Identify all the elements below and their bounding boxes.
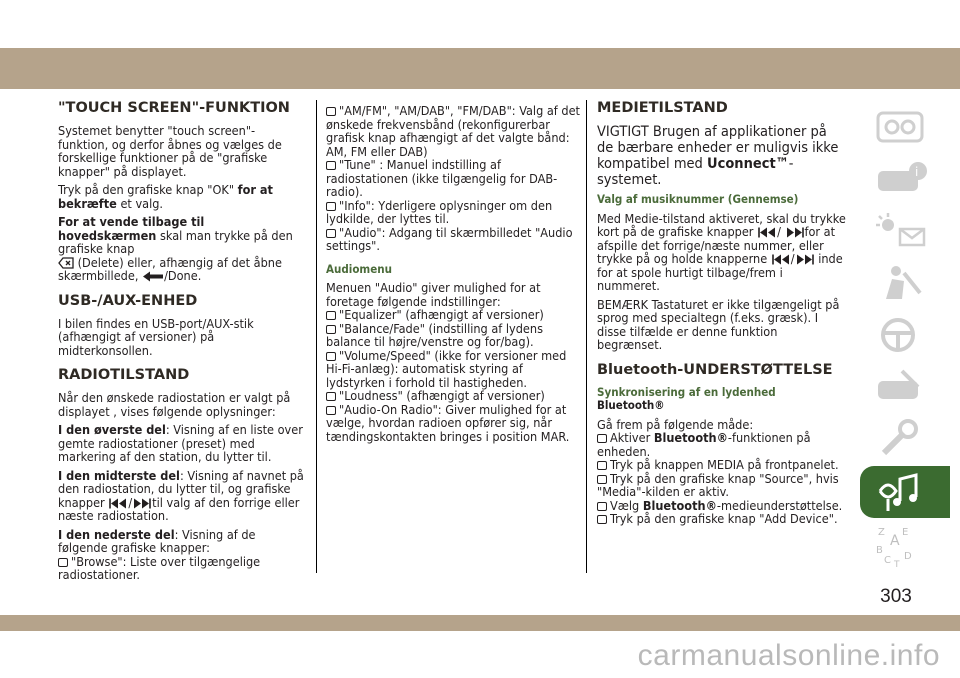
page-number: 303 [880,586,912,607]
list-item: Tryk på knappen MEDIA på frontpanelet. [597,458,846,472]
section-title-touch: "TOUCH SCREEN"-FUNKTION [58,100,290,116]
checkbox-bullet-icon [326,202,336,211]
checkbox-bullet-icon [597,502,607,511]
tab-emergency[interactable] [860,362,950,414]
svg-text:Z: Z [878,527,885,538]
tab-info[interactable] [860,154,950,206]
paragraph: Når den ønskede radiostation er valgt på displayet , vises følgende oplysninger: [58,390,291,419]
steering-wheel-icon [874,315,934,355]
paragraph: I bilen findes en USB-port/AUX-stik (afhængigt af versioner) på midterkonsollen. [58,315,254,358]
footer-band [0,615,960,631]
list-item: "AM/FM", "AM/DAB", "FM/DAB": Valg af det ønskede frekvensbånd (rekonfigurerbar grafisk knap afhængigt af det valgte bånd: AM, FM eller DAB) [326,103,580,159]
svg-text:C: C [884,555,891,566]
checkbox-bullet-icon [326,229,336,238]
checkbox-bullet-icon [326,406,336,415]
watermark-text: carmanualsonline.info [637,639,940,672]
checkbox-bullet-icon [597,475,607,484]
checkbox-bullet-icon [597,434,607,443]
checkbox-bullet-icon [326,161,336,170]
subheading-audiomenu: Audiomenu [326,261,392,276]
list-item: Tryk på den grafiske knap "Add Device". [597,512,846,526]
multimedia-icon [874,471,934,515]
index-icon [874,523,934,573]
subheading-sync: Synkronisering af en lydenhed Bluetooth® [597,384,776,412]
car-info-icon [874,159,934,199]
previous-track-icon [757,227,777,238]
car-dashboard-icon [874,107,934,147]
lights-warning-icon [874,211,934,251]
svg-text:B: B [876,545,883,556]
paragraph: Systemet benytter "touch screen"-funktion, og derfor åbnes og vælges de forskellige funktioner på de "grafiske knapper" på displayet. [58,123,282,179]
list-item: "Info": Yderligere oplysninger om den lydkilde, der lyttes til. [326,197,553,226]
svg-text:D: D [904,551,912,562]
paragraph: I den nederste del: Visning af de følgende grafiske knapper: "Browse": Liste over tilgængelige radiostationer. [58,526,261,582]
airbag-seat-icon [874,263,934,303]
next-track-icon [132,498,152,509]
wrench-icon [874,419,934,459]
list-item: Vælg Bluetooth®-medieunderstøttelse. [597,499,846,513]
checkbox-bullet-icon [597,461,607,470]
paragraph: For at vende tilbage til hovedskærmen skal man trykke på den grafiske knap (Delete) eller, afhængig af det åbne skærmbillede, /Done. [58,214,293,283]
list-item: "Balance/Fade" (indstilling af lydens balance til højre/venstre og for/bag). [326,320,543,349]
tab-lights[interactable] [860,206,950,258]
checkbox-bullet-icon [326,325,336,334]
svg-text:T: T [894,560,900,570]
svg-text:A: A [890,533,900,549]
paragraph: Tryk på den grafiske knap "OK" for at bekræfte et valg. [58,182,273,211]
tab-index[interactable] [860,518,950,570]
tab-driving[interactable] [860,310,950,362]
column-middle [326,104,582,443]
previous-track-icon [771,254,791,265]
section-title-bluetooth: Bluetooth-UNDERSTØTTELSE [597,361,833,378]
chapter-tabs [860,102,960,570]
subheading-select-track: Valg af musiknummer (Gennemse) [597,192,799,206]
paragraph: Gå frem på følgende måde: [597,416,754,432]
section-title-radio: RADIOTILSTAND [58,367,190,383]
delete-icon [58,257,74,269]
svg-text:i: i [915,165,919,179]
list-item: "Tune" : Manuel indstilling af radiostationen (ikke tilgængelig for DAB-radio). [326,157,558,199]
list-item: Tryk på den grafiske knap "Source", hvis "Media"-kilden er aktiv. [597,470,839,499]
tab-safety[interactable] [860,258,950,310]
checkbox-bullet-icon [58,558,68,567]
list-item: "Volume/Speed" (ikke for versioner med Hi-Fi-anlæg): automatisk styring af lydstyrken i forhold til hastigheden. [326,347,567,390]
note-paragraph: BEMÆRK Tastaturet er ikke tilgængeligt på sprog med specialtegn (f.eks. græsk). I disse tilfælde er denne funktion begrænset. [597,296,840,352]
section-title-usb: USB-/AUX-ENHED [58,292,198,309]
column-right [597,100,846,526]
paragraph: I den midterste del: Visning af navnet på den radiostation, du lytter til, og grafiske knapper / til valg af den forrige eller næste radiostation. [58,467,304,523]
tab-dashboard[interactable] [860,102,950,154]
column-divider [316,100,317,573]
checkbox-bullet-icon [326,352,336,361]
list-item: "Audio": Adgang til skærmbilledet "Audio settings". [326,224,573,253]
back-arrow-icon [142,271,164,282]
tab-multimedia[interactable] [860,466,950,518]
header-band [0,48,960,89]
checkbox-bullet-icon [326,311,336,320]
checkbox-bullet-icon [326,107,336,116]
checkbox-bullet-icon [597,515,607,524]
tab-maintenance[interactable] [860,414,950,466]
paragraph: Menuen "Audio" giver mulighed for at foretage følgende indstillinger: [326,280,541,309]
list-item: "Audio-On Radio": Giver mulighed for at vælge, hvordan radioen opfører sig, når tændingskontakten bringes i position MAR. [326,401,570,444]
important-note: VIGTIGT Brugen af applikationer på de bærbare enheder er muligvis ikke kompatibel med Uconnect™-systemet. [597,124,839,188]
svg-text:E: E [902,527,909,538]
section-title-media: MEDIETILSTAND [597,100,728,116]
column-left [58,100,304,587]
next-track-icon [795,254,815,265]
checkbox-bullet-icon [326,392,336,401]
next-track-icon [785,227,805,238]
car-tools-icon [874,367,934,407]
previous-track-icon [108,498,128,509]
paragraph: I den øverste del: Visning af en liste over gemte radiostationer (preset) med markering af den station, du lytter til. [58,422,303,464]
list-item: "Loudness" (afhængigt af versioner) [326,389,582,403]
footer [0,635,960,678]
paragraph: Med Medie-tilstand aktiveret, skal du trykke kort på de grafiske knapper / for at afspille det forrige/næste nummer, eller trykke på og holde knapperne / inde for at spole hurtigt tilbage/frem i nummeret. [597,210,846,293]
list-item: "Equalizer" (afhængigt af versioner) [326,308,582,322]
column-divider [586,100,587,573]
list-item: Aktiver Bluetooth®-funktionen på enheden. [597,430,811,459]
